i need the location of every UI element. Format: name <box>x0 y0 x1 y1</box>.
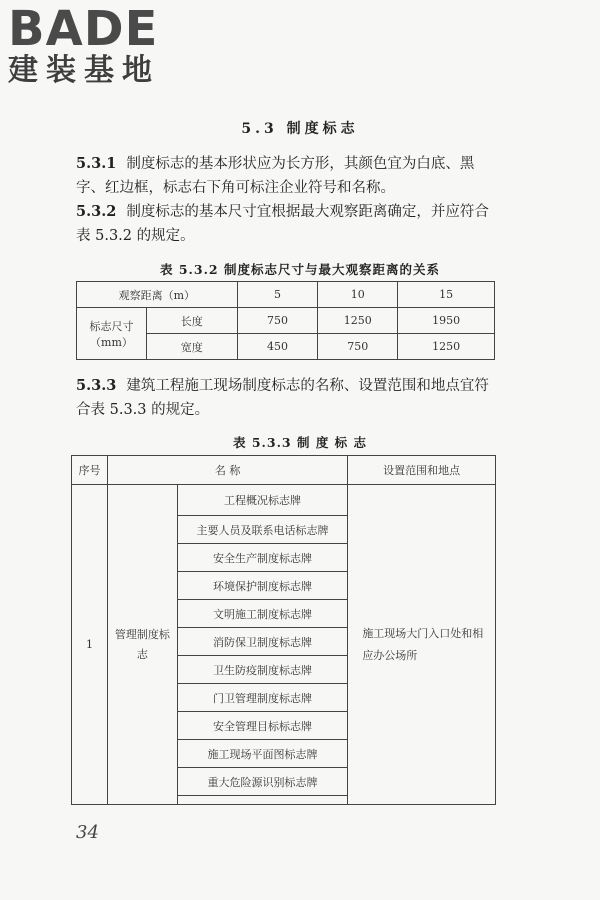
table-5-3-2-title: 表 5.3.2 制度标志尺寸与最大观察距离的关系 <box>159 262 440 277</box>
table-row <box>77 282 495 308</box>
sign-name-cell: 工程概况标志牌 <box>177 485 348 516</box>
table-cell: 10 <box>318 282 398 308</box>
sign-name-cell: 门卫管理制度标志牌 <box>177 684 348 712</box>
page-number: 34 <box>76 822 99 843</box>
table-cell: 1950 <box>398 308 495 334</box>
table-spacer-cell <box>177 796 348 805</box>
row-label: 长度 <box>146 308 237 334</box>
table-cell: 1250 <box>318 308 398 334</box>
clause-text: 制度标志的基本形状应为长方形，其颜色宜为白底、黑字、红边框，标志右下角可标注企业符号和名称。 <box>76 156 475 196</box>
bade-logo <box>8 1 178 88</box>
sign-name-cell: 文明施工制度标志牌 <box>177 600 348 628</box>
logo-latin-text: BADE <box>8 1 159 57</box>
sign-name-cell: 安全管理目标标志牌 <box>177 712 348 740</box>
table-cell: 5 <box>237 282 318 308</box>
table-header-row <box>72 456 496 485</box>
sign-name-cell: 安全生产制度标志牌 <box>177 544 348 572</box>
sign-name-cell: 消防保卫制度标志牌 <box>177 628 348 656</box>
distance-header: 观察距离（m） <box>77 282 238 308</box>
sign-name-cell: 主要人员及联系电话标志牌 <box>177 516 348 544</box>
header-name: 名 称 <box>107 456 347 485</box>
size-distance-table <box>76 281 495 360</box>
category-cell: 管理制度标志 <box>107 485 177 805</box>
table-row <box>72 485 496 516</box>
location-cell: 施工现场大门入口处和相应办公场所 <box>348 485 496 805</box>
size-header: 标志尺寸（mm） <box>77 308 147 360</box>
header-seq: 序号 <box>72 456 108 485</box>
sign-name-cell: 重大危险源识别标志牌 <box>177 768 348 796</box>
header-location: 设置范围和地点 <box>348 456 496 485</box>
clause-number: 5.3.1 <box>76 155 117 172</box>
logo-chinese-text: 建装基地 <box>8 53 160 88</box>
seq-cell: 1 <box>72 485 108 805</box>
clause-5-3-3 <box>76 374 496 422</box>
clause-number: 5.3.3 <box>76 377 117 394</box>
table-5-3-3-title: 表 5.3.3 制 度 标 志 <box>232 435 368 450</box>
clause-5-3-1 <box>76 152 496 200</box>
table-cell: 750 <box>237 308 318 334</box>
clause-text: 建筑工程施工现场制度标志的名称、设置范围和地点宜符合表 5.3.3 的规定。 <box>76 378 489 418</box>
clause-number: 5.3.2 <box>76 203 117 220</box>
table-cell: 450 <box>237 334 318 360</box>
table-cell: 15 <box>398 282 495 308</box>
table-cell: 1250 <box>398 334 495 360</box>
institutional-signs-table <box>71 455 496 805</box>
row-label: 宽度 <box>146 334 237 360</box>
clause-text: 制度标志的基本尺寸宜根据最大观察距离确定，并应符合表 5.3.2 的规定。 <box>76 204 489 244</box>
sign-name-cell: 卫生防疫制度标志牌 <box>177 656 348 684</box>
section-heading: 5.3 制度标志 <box>241 121 359 137</box>
sign-name-cell: 施工现场平面图标志牌 <box>177 740 348 768</box>
table-row <box>77 308 495 334</box>
clause-5-3-2 <box>76 200 496 248</box>
sign-name-cell: 环境保护制度标志牌 <box>177 572 348 600</box>
table-cell: 750 <box>318 334 398 360</box>
